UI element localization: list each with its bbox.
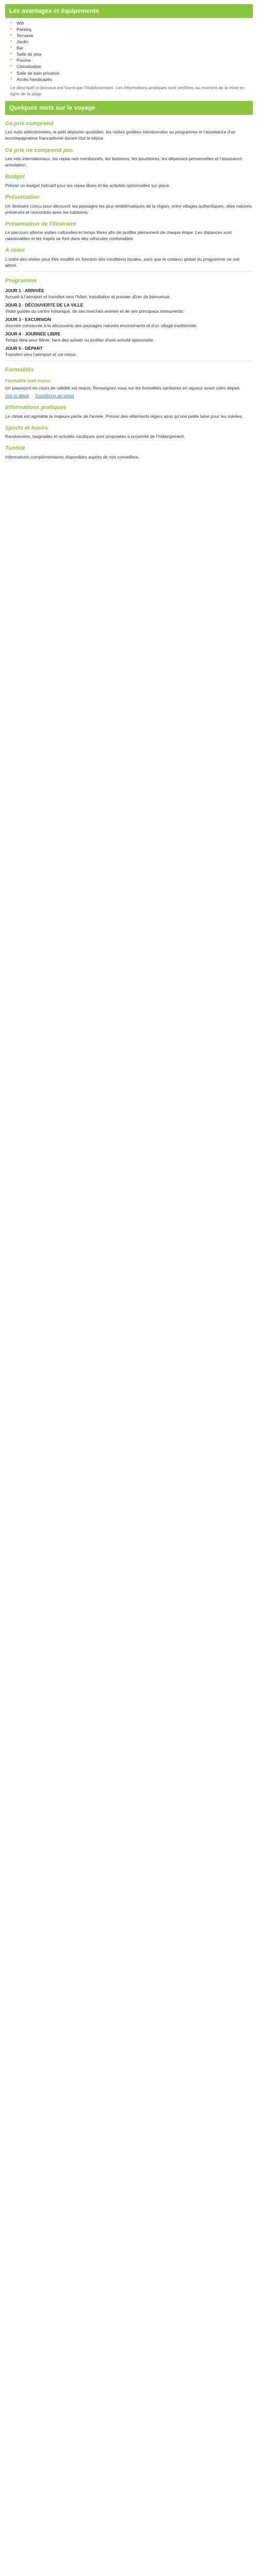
extra-heading: Informations pratiques [5,404,67,411]
stop-desc: Temps libre pour flâner, faire des achats ou profiter d'une activité optionnelle. [5,337,154,343]
programme-stop [5,287,253,300]
resume-body: Un itinéraire conçu pour découvrir les paysages les plus emblématiques de la région, entre villages authentiques, sites naturels préservés et rencontres avec les habitants. [5,203,252,215]
stop-desc: Journée consacrée à la découverte des paysages naturels environnants et d'un village traditionnel. [5,323,197,329]
sejour-heading: Présentation de l'itinéraire [5,221,76,227]
programme-stop [5,331,253,343]
advantage-item: • Climatisation [10,63,253,70]
advantage-item: • Bar [10,45,253,51]
stop-title: JOUR 5 · DÉPART [5,346,43,351]
stop-title: JOUR 1 · ARRIVÉE [5,287,44,293]
useful-section-title: Quelques mots sur le voyage [5,101,253,115]
sports-heading: Sports et loisirs [5,425,49,431]
stop-title: JOUR 4 · JOURNÉE LIBRE [5,331,61,337]
advantage-item: • Piscine [10,57,253,63]
stop-desc: Accueil à l'aéroport et transfert vers l'hôtel. Installation et premier dîner de bienvenue. [5,294,171,299]
extra-body: Le climat est agréable la majeure partie de l'année. Prévoir des vêtements légers ainsi qu'une petite laine pour les soirées. [5,413,243,419]
programme-stop [5,316,253,329]
conditions-link[interactable]: Conditions de vente [35,393,74,398]
stop-title: JOUR 3 · EXCURSION [5,317,51,323]
stop-desc: Visite guidée du centre historique, de ses marchés animés et de ses principaux monuments. [5,308,185,314]
resume-heading: Présentation [5,194,40,200]
sejour-body: Le parcours alterne visites culturelles et temps libres afin de profiter pleinement de chaque étape. Les distances sont raisonnables et les trajets se font dans des véhicules confortables. [5,230,232,242]
advantages-list [10,20,253,82]
ce-prix-not-heading: Ce prix ne comprend pas [5,147,73,154]
page: Les avantages et équipements • Wifi • Parking • Terrasse • Jardin • Bar • Salle de jeux • Piscine • Climatisation • Salle de bain privative • Accès handicapés Le descriptif ci-dessous est fourni par l'établissement. Les informations pratiques sont vérifiées au moment de la mise en ligne de la page. Quelques mots sur le voyage Ce prix comprend Les nuits sélectionnées, le petit déjeuner quotidien, les visites guidées mentionnées au programme et l'assistance d'un accompagnateur francophone durant tout le séjour. Ce prix ne comprend pas Les vols internationaux, les repas non mentionnés, les boissons, les pourboires, les dépenses personnelles et l'assurance annulation. Budget Prévoir un budget indicatif pour les repas libres et les activités optionnelles sur place. Présentation Un itinéraire conçu pour découvrir les paysages les plus emblématiques de la région, entre villages authentiques, sites naturels préservés et rencontres avec les habitants. Présentation de l'itinéraire Le parcours alterne visites culturelles et temps libres afin de profiter pleinement de chaque étape. Les distances sont raisonnables et les trajets se font dans des véhicules confortables. À noter L'ordre des visites peut être modifié en fonction des conditions locales, sans que le contenu global du programme ne soit altéré. Programme JOUR 1 · ARRIVÉE Accueil à l'aéroport et transfert vers l'hôtel. Installation et premier dîner de bienvenue. JOUR 2 · DÉCOUVERTE DE LA VILLE Visite guidée du centre historique, de ses marchés animés et de ses principaux monuments. JOUR 3 · EXCURSION Journée consacrée à la découverte des paysages naturels environnants et d'un village traditionnel. JOUR 4 · JOURNÉE LIBRE Temps libre pour flâner, faire des achats ou profiter d'une activité optionnelle. JOUR 5 · DÉPART Transfert vers l'aéroport et vol retour. Formalités Formalité tout inclus Un passeport en cours de validité est requis. Renseignez-vous sur les formalités sanitaires en vigueur avant votre départ. Voir le détail · Conditions de vente Informations pratiques Le climat est agréable la majeure partie de l'année. Prévoir des vêtements légers ainsi qu'une petite laine pour les soirées. Sports et loisirs Randonnées, baignades et activités nautiques sont proposées à proximité de l'hébergement. Tunisie Informations complémentaires disponibles auprès de nos conseillers. [0,4,258,460]
advantage-item: • Salle de bain privative [10,70,253,76]
ce-prix-not-body: Les vols internationaux, les repas non mentionnés, les boissons, les pourboires, les dépenses personnelles et l'assurance annulation. [5,156,242,168]
programme-title: Programme [5,278,37,284]
detail-link[interactable]: Voir le détail [5,393,29,398]
formalities-heading: Formalité tout inclus [5,378,51,383]
notes-heading: À noter [5,247,25,254]
advantage-item: • Terrasse [10,32,253,39]
formalities-title: Formalités [5,367,34,374]
advantages-title: Les avantages et équipements [5,4,253,18]
sports-body: Randonnées, baignades et activités nautiques sont proposées à proximité de l'hébergement. [5,434,185,439]
tunisie-body: Informations complémentaires disponibles auprès de nos conseillers. [5,454,139,460]
stop-desc: Transfert vers l'aéroport et vol retour. [5,352,77,358]
formalities-body: Un passeport en cours de validité est requis. Renseignez-vous sur les formalités sanitaires en vigueur avant votre départ. [5,385,241,391]
advantage-item: • Wifi [10,20,253,26]
ce-prix-heading: Ce prix comprend [5,120,54,127]
advantage-item: • Parking [10,26,253,32]
advantage-item: • Salle de jeux [10,51,253,57]
budget-heading: Budget [5,174,25,180]
tunisie-heading: Tunisie [5,445,25,452]
programme-stop [5,302,253,314]
ce-prix-body: Les nuits sélectionnées, le petit déjeuner quotidien, les visites guidées mentionnées au programme et l'assistance d'un accompagnateur francophone durant tout le séjour. [5,129,236,141]
advantage-item: • Jardin [10,39,253,45]
stop-title: JOUR 2 · DÉCOUVERTE DE LA VILLE [5,302,84,308]
intro-note: Le descriptif ci-dessous est fourni par l'établissement. Les informations pratiques sont vérifiées au moment de la mise en ligne de la page. [10,84,245,96]
notes-body: L'ordre des visites peut être modifié en fonction des conditions locales, sans que le contenu global du programme ne soit altéré. [5,257,240,268]
budget-body: Prévoir un budget indicatif pour les repas libres et les activités optionnelles sur place. [5,182,170,188]
advantage-item: • Accès handicapés [10,76,253,82]
programme-stop [5,345,253,358]
